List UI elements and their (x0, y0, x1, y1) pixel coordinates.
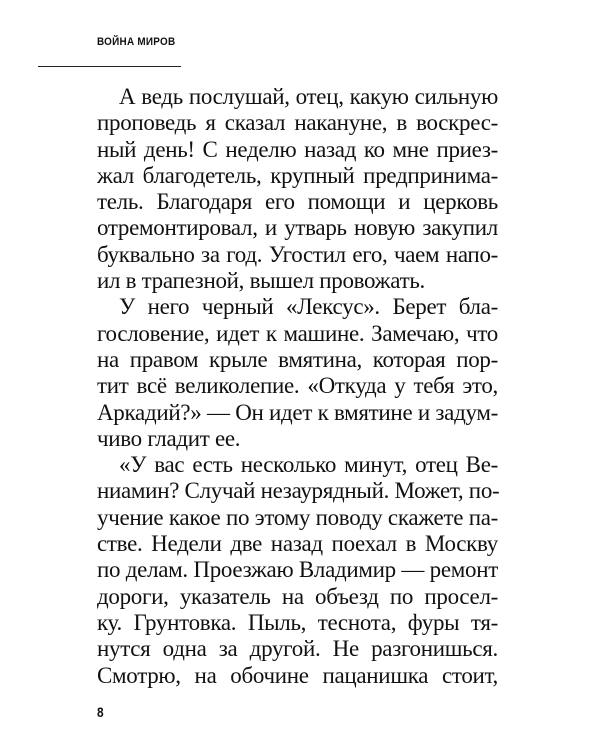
paragraph (97, 84, 498, 294)
text-line: буквально за год. Угостил его, чаем напо- (97, 241, 498, 267)
paragraph (97, 452, 498, 689)
text-line: учение какое по этому поводу скажете па- (97, 504, 498, 530)
text-line: ниамин? Случай незаурядный. Может, по- (97, 478, 500, 504)
text-line: «У вас есть несколько минут, отец Ве- (119, 452, 498, 478)
text-line: А ведь послушай, отец, какую сильную (119, 84, 498, 109)
text-line: ил в трапезной, вышел провожать. (97, 268, 425, 294)
header-rule (38, 66, 181, 67)
text-line: проповедь я сказал накануне, в воскрес- (97, 110, 498, 136)
text-line: по делам. Проезжаю Владимир — ремонт (97, 557, 498, 583)
text-line: нутся одна за другой. Не разгонишься. (97, 636, 498, 662)
page-body (97, 84, 498, 689)
text-line: Аркадий?» — Он идет к вмятине и задум- (97, 399, 498, 425)
text-line: ку. Грунтовка. Пыль, теснота, фуры тя- (97, 609, 498, 635)
text-line: У него черный «Лексус». Берет бла- (119, 294, 498, 320)
text-line: Смотрю, на обочине пацанишка стоит, (97, 662, 498, 688)
text-line: тель. Благодаря его помощи и церковь (97, 189, 498, 215)
text-line: дороги, указатель на объезд по просел- (97, 583, 498, 609)
text-line: ный день! С неделю назад ко мне приез- (97, 136, 498, 162)
text-line: тит всё великолепие. «Откуда у тебя это, (97, 373, 498, 399)
text-line: стве. Недели две назад поехал в Москву (97, 531, 498, 557)
text-line: отремонтировал, и утварь новую закупил (97, 215, 498, 241)
text-line: на правом крыле вмятина, которая пор- (97, 346, 498, 372)
text-line: гословение, идет к машине. Замечаю, что (97, 320, 498, 346)
text-line: жал благодетель, крупный предпринима- (97, 162, 498, 188)
page-number: 8 (97, 704, 104, 720)
paragraph (97, 294, 498, 452)
text-line: чиво гладит ее. (97, 425, 241, 451)
running-header: ВОЙНА МИРОВ (97, 36, 176, 48)
